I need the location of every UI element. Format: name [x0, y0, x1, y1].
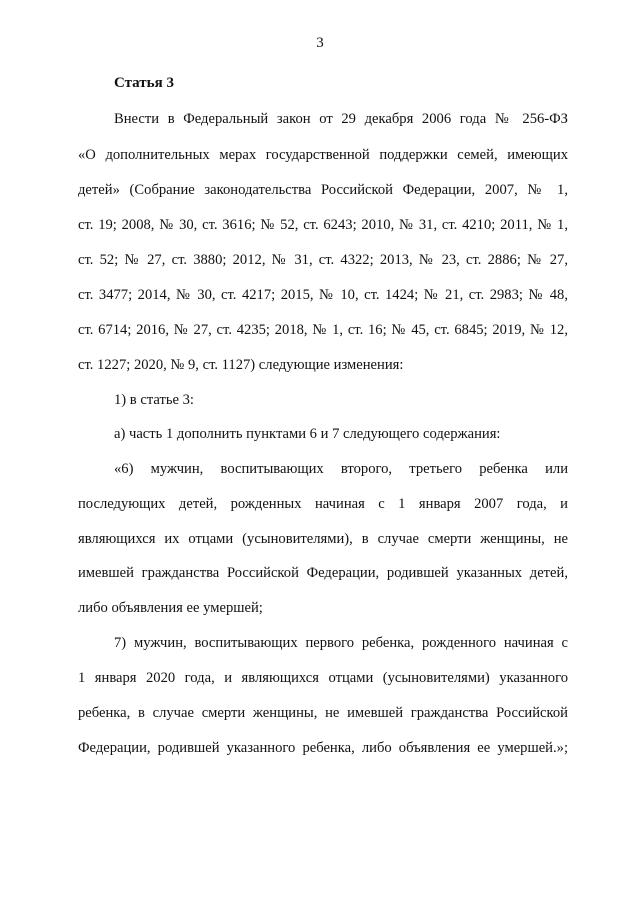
quoted-point-line: 1 января 2020 года, и являющихся отцами (усыновителями) указанного	[78, 670, 568, 686]
quoted-point-line: последующих детей, рожденных начиная с 1 января 2007 года, и	[78, 496, 568, 512]
quoted-point-line: либо объявления ее умершей;	[78, 600, 263, 616]
quoted-point-line: имевшей гражданства Российской Федерации, родившей указанных детей,	[78, 565, 568, 581]
paragraph-line: Внести в Федеральный закон от 29 декабря 2006 года № 256-ФЗ	[114, 111, 568, 127]
quoted-point-line: ребенка, в случае смерти женщины, не имевшей гражданства Российской	[78, 705, 568, 721]
paragraph-line: ст. 1227; 2020, № 9, ст. 1127) следующие изменения:	[78, 357, 404, 373]
list-item: 1) в статье 3:	[114, 392, 194, 408]
article-title: Статья 3	[114, 75, 174, 91]
quoted-point-line: 7) мужчин, воспитывающих первого ребенка, рожденного начиная с	[114, 635, 568, 651]
paragraph-line: «О дополнительных мерах государственной поддержки семей, имеющих	[78, 147, 568, 163]
page-number: 3	[316, 35, 324, 51]
quoted-point-line: являющихся их отцами (усыновителями), в случае смерти женщины, не	[78, 531, 568, 547]
paragraph-line: ст. 6714; 2016, № 27, ст. 4235; 2018, № 1, ст. 16; № 45, ст. 6845; 2019, № 12,	[78, 322, 568, 338]
paragraph-line: ст. 3477; 2014, № 30, ст. 4217; 2015, № 10, ст. 1424; № 21, ст. 2983; № 48,	[78, 287, 568, 303]
paragraph-line: детей» (Собрание законодательства Российской Федерации, 2007, № 1,	[78, 182, 568, 198]
paragraph-line: ст. 19; 2008, № 30, ст. 3616; № 52, ст. 6243; 2010, № 31, ст. 4210; 2011, № 1,	[78, 217, 568, 233]
list-item: а) часть 1 дополнить пунктами 6 и 7 следующего содержания:	[114, 426, 501, 442]
quoted-point-line: «6) мужчин, воспитывающих второго, третьего ребенка или	[114, 461, 568, 477]
quoted-point-line: Федерации, родившей указанного ребенка, либо объявления ее умершей.»;	[78, 740, 568, 756]
paragraph-line: ст. 52; № 27, ст. 3880; 2012, № 31, ст. 4322; 2013, № 23, ст. 2886; № 27,	[78, 252, 568, 268]
